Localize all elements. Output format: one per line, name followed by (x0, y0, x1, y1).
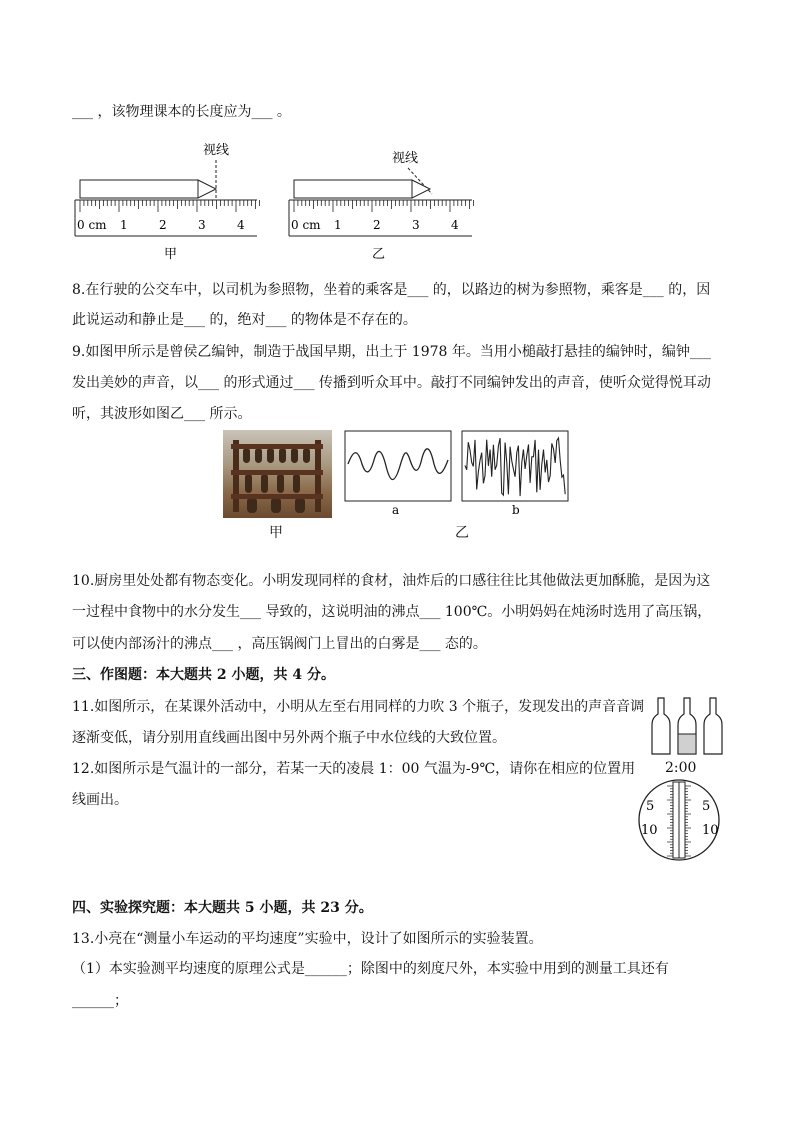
thermo-right-10: 10 (702, 823, 719, 838)
q9-line-3: 听，其波形如图乙___ 所示。 (72, 406, 252, 422)
q8-line-2: 此说运动和静止是___ 的，绝对___ 的物体是不存在的。 (72, 312, 417, 328)
bottles-figure (650, 696, 726, 758)
ruler-left-tick-3: 3 (198, 218, 206, 232)
thermo-right-5: 5 (702, 799, 711, 814)
wave-b-label: b (512, 503, 520, 517)
ruler-left-tick-4: 4 (237, 218, 245, 232)
sight-label-left: 视线 (203, 143, 230, 158)
caption-yi-ruler: 乙 (372, 247, 386, 262)
thermo-left-10: 10 (641, 823, 658, 838)
q11-line-1: 11.如图所示，在某课外活动中，小明从左至右用同样的力吹 3 个瓶子，发现发出的声音音调 (72, 699, 645, 715)
ruler-left-tick-2: 2 (159, 218, 167, 232)
q9-line-2: 发出美妙的声音，以___ 的形式通过___ 传播到听众耳中。敲打不同编钟发出的声音，使听众觉得悦耳动 (72, 375, 711, 391)
ruler-right-tick-4: 4 (451, 218, 459, 232)
q13-line-1: 13.小亮在“测量小车运动的平均速度”实验中，设计了如图所示的实验装置。 (72, 931, 543, 947)
q7-tail-line: ___ ，该物理课本的长度应为___ 。 (72, 104, 291, 120)
q9-line-1: 9.如图甲所示是曾侯乙编钟，制造于战国早期，出土于 1978 年。当用小槌敲打悬挂的编钟时，编钟___ (72, 344, 711, 360)
thermo-left-5: 5 (646, 799, 655, 814)
q10-line-2: 一过程中食物中的水分发生___ 导致的，这说明油的沸点___ 100℃。小明妈妈在炖汤时选用了高压锅， (72, 604, 712, 620)
q12-line-2: 线画出。 (72, 792, 128, 808)
ruler-right-tick-2: 2 (373, 218, 381, 232)
ruler-left-zero: 0 cm (77, 218, 107, 232)
sight-label-right: 视线 (392, 151, 419, 166)
bianzhong-photo (223, 430, 332, 518)
q8-line-1: 8.在行驶的公交车中，以司机为参照物，坐着的乘客是___ 的，以路边的树为参照物，乘客是___ 的，因 (72, 282, 711, 298)
section-3-heading: 三、作图题：本大题共 2 小题，共 4 分。 (72, 667, 335, 683)
q11-line-2: 逐渐变低，请分别用直线画出图中另外两个瓶子中水位线的大致位置。 (72, 730, 506, 746)
ruler-figure (70, 140, 490, 270)
q13-line-3: ______； (72, 993, 128, 1009)
caption-jia-ruler: 甲 (164, 247, 178, 262)
ruler-right-tick-3: 3 (412, 218, 420, 232)
waveform-figure (344, 430, 570, 520)
thermometer-time: 2:00 (665, 760, 697, 776)
ruler-left-tick-1: 1 (120, 218, 128, 232)
ruler-right-zero: 0 cm (291, 218, 321, 232)
q12-line-1: 12.如图所示是气温计的一部分，若某一天的凌晨 1：00 气温为-9℃，请你在相应的位置用 (72, 761, 636, 777)
caption-jia-bells: 甲 (269, 525, 283, 541)
q13-line-2: （1）本实验测平均速度的原理公式是______；除图中的刻度尺外，本实验中用到的测量工具还有 (72, 961, 669, 977)
thermometer-figure (636, 778, 722, 862)
q10-line-1: 10.厨房里处处都有物态变化。小明发现同样的食材，油炸后的口感往往比其他做法更加酥脆，是因为这 (72, 573, 711, 589)
wave-a-label: a (392, 503, 400, 517)
ruler-right-tick-1: 1 (334, 218, 342, 232)
q10-line-3: 可以使内部汤汁的沸点___ ，高压锅阀门上冒出的白雾是___ 态的。 (72, 636, 487, 652)
caption-yi-bells: 乙 (455, 525, 469, 541)
section-4-heading: 四、实验探究题：本大题共 5 小题，共 23 分。 (72, 900, 373, 916)
